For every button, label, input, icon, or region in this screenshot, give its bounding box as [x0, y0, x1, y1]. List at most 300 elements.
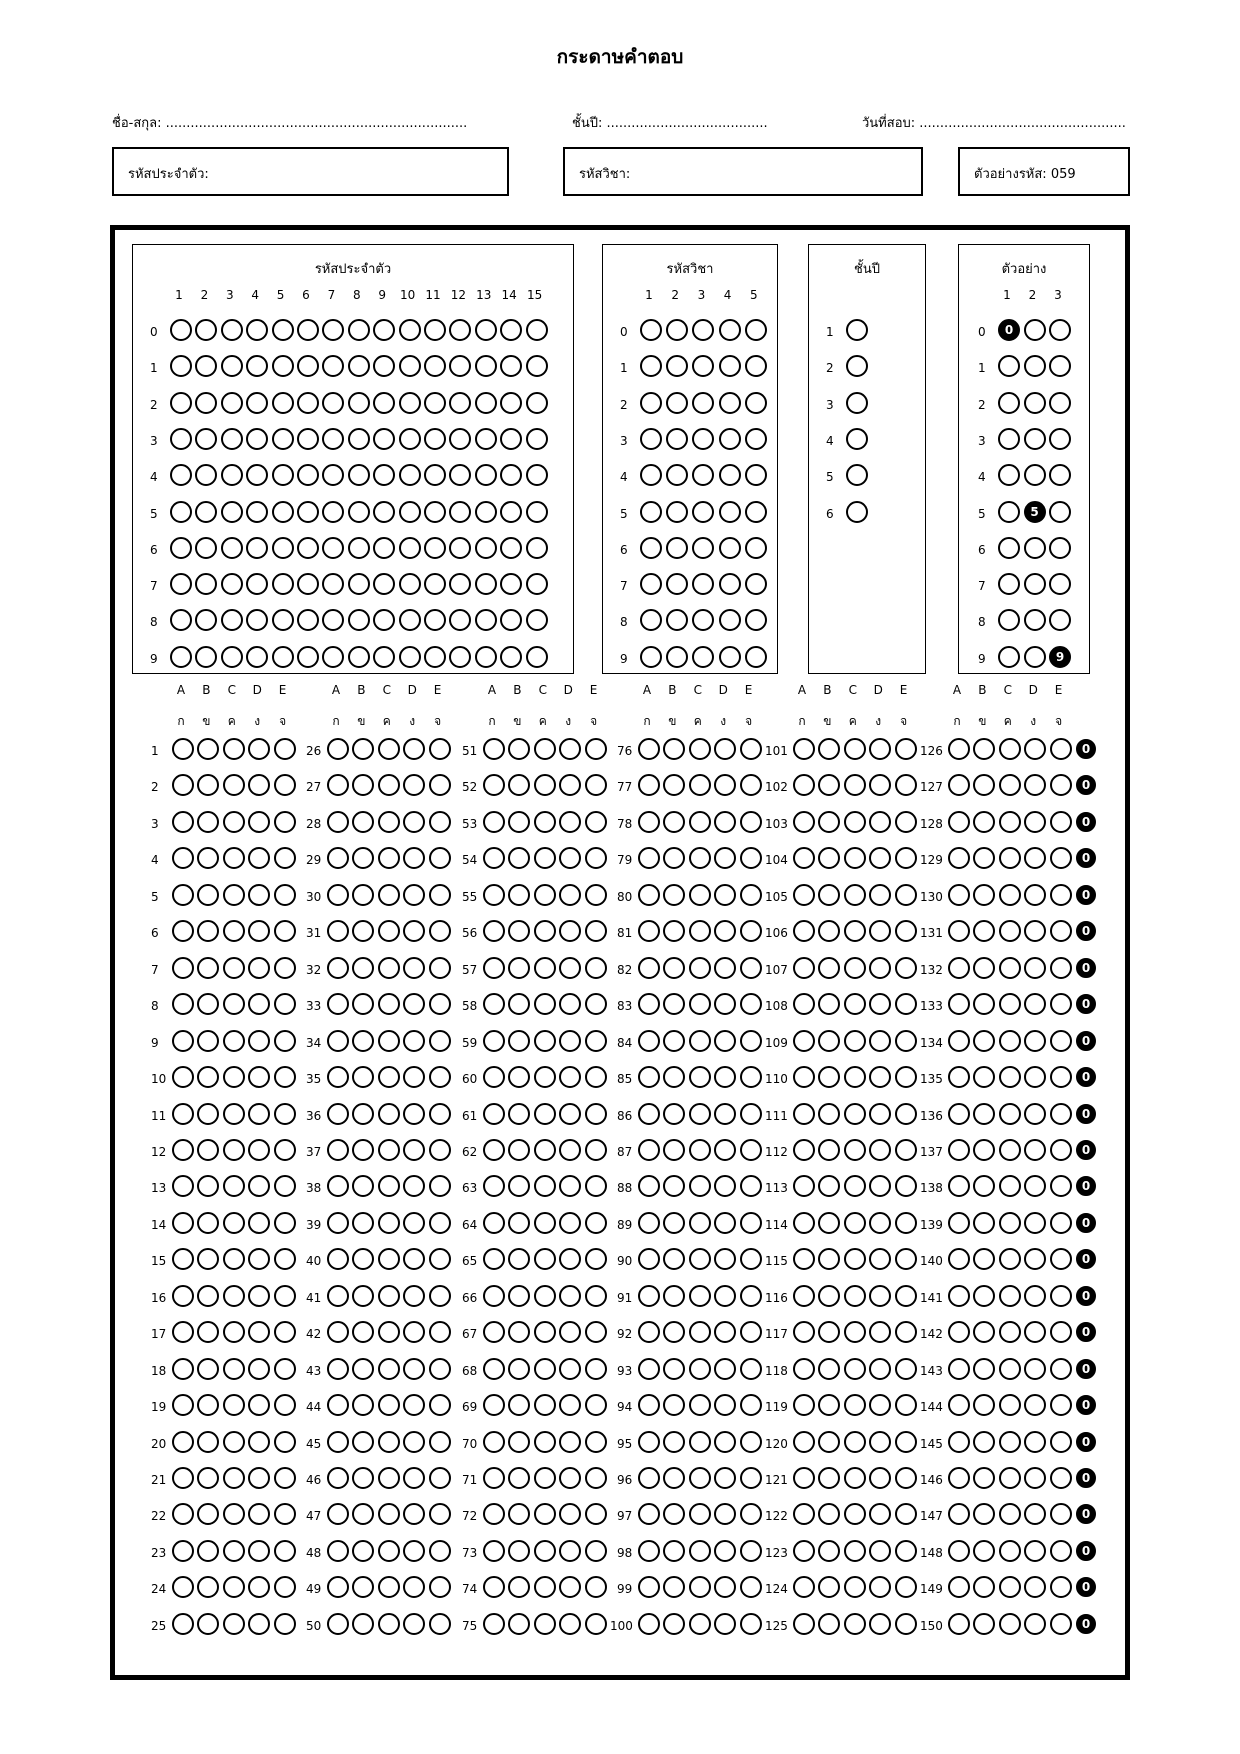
sample-bubble[interactable]	[1024, 573, 1046, 595]
answer-bubble[interactable]	[534, 957, 556, 979]
answer-bubble[interactable]	[585, 957, 607, 979]
answer-bubble[interactable]	[172, 1030, 194, 1052]
answer-bubble[interactable]	[740, 1285, 762, 1307]
answer-bubble[interactable]	[403, 1285, 425, 1307]
answer-bubble[interactable]	[740, 1139, 762, 1161]
answer-bubble[interactable]	[559, 1285, 581, 1307]
student-id-bubble[interactable]	[373, 537, 395, 559]
answer-bubble[interactable]	[534, 1613, 556, 1635]
answer-bubble[interactable]	[1050, 1103, 1072, 1125]
student-id-bubble[interactable]	[399, 501, 421, 523]
answer-bubble[interactable]	[403, 1212, 425, 1234]
course-code-bubble[interactable]	[719, 464, 741, 486]
answer-bubble[interactable]	[999, 1030, 1021, 1052]
answer-bubble[interactable]	[844, 957, 866, 979]
answer-bubble[interactable]	[689, 1358, 711, 1380]
course-code-bubble[interactable]	[692, 392, 714, 414]
course-code-bubble[interactable]	[692, 501, 714, 523]
answer-bubble[interactable]	[274, 1248, 296, 1270]
student-id-bubble[interactable]	[221, 464, 243, 486]
answer-bubble[interactable]	[1050, 847, 1072, 869]
answer-bubble[interactable]	[689, 738, 711, 760]
course-code-bubble[interactable]	[719, 355, 741, 377]
answer-bubble[interactable]	[844, 1285, 866, 1307]
answer-bubble[interactable]	[895, 957, 917, 979]
answer-bubble[interactable]	[274, 1212, 296, 1234]
answer-bubble[interactable]	[534, 1321, 556, 1343]
student-id-bubble[interactable]	[297, 428, 319, 450]
answer-bubble[interactable]	[483, 1540, 505, 1562]
student-id-bubble[interactable]	[475, 646, 497, 668]
student-id-bubble[interactable]	[424, 573, 446, 595]
answer-bubble[interactable]	[740, 884, 762, 906]
answer-bubble[interactable]	[663, 1285, 685, 1307]
answer-bubble[interactable]	[327, 811, 349, 833]
student-id-bubble[interactable]	[221, 537, 243, 559]
answer-bubble[interactable]	[689, 1066, 711, 1088]
answer-bubble[interactable]	[274, 1175, 296, 1197]
student-id-bubble[interactable]	[475, 573, 497, 595]
answer-bubble[interactable]	[948, 1212, 970, 1234]
answer-bubble[interactable]	[378, 1066, 400, 1088]
answer-bubble[interactable]	[844, 1212, 866, 1234]
student-id-bubble[interactable]	[399, 428, 421, 450]
answer-bubble[interactable]	[248, 1103, 270, 1125]
answer-bubble[interactable]	[172, 1467, 194, 1489]
answer-bubble[interactable]	[274, 811, 296, 833]
answer-bubble[interactable]	[352, 1431, 374, 1453]
answer-bubble[interactable]	[895, 1030, 917, 1052]
answer-bubble[interactable]	[483, 1467, 505, 1489]
answer-bubble[interactable]	[844, 1066, 866, 1088]
answer-bubble[interactable]	[793, 1358, 815, 1380]
student-id-bubble[interactable]	[297, 573, 319, 595]
sample-bubble[interactable]	[998, 646, 1020, 668]
student-id-bubble[interactable]	[526, 428, 548, 450]
grade-bubble[interactable]	[846, 392, 868, 414]
answer-bubble[interactable]	[844, 738, 866, 760]
student-id-bubble[interactable]	[221, 392, 243, 414]
answer-bubble[interactable]	[895, 1467, 917, 1489]
answer-bubble[interactable]	[223, 1540, 245, 1562]
answer-bubble[interactable]	[274, 1394, 296, 1416]
answer-bubble[interactable]	[223, 1613, 245, 1635]
answer-bubble[interactable]	[869, 1212, 891, 1234]
course-code-bubble[interactable]	[640, 428, 662, 450]
answer-bubble[interactable]	[585, 1613, 607, 1635]
answer-bubble[interactable]	[508, 1431, 530, 1453]
answer-bubble[interactable]	[973, 1030, 995, 1052]
answer-bubble[interactable]	[714, 1212, 736, 1234]
answer-bubble[interactable]	[378, 1358, 400, 1380]
answer-bubble[interactable]	[895, 1248, 917, 1270]
answer-bubble[interactable]	[559, 1540, 581, 1562]
sample-bubble[interactable]	[998, 428, 1020, 450]
course-code-bubble[interactable]	[719, 573, 741, 595]
answer-bubble[interactable]	[508, 1358, 530, 1380]
answer-bubble[interactable]	[663, 1030, 685, 1052]
course-code-bubble[interactable]	[640, 646, 662, 668]
answer-bubble[interactable]	[689, 1431, 711, 1453]
answer-bubble[interactable]	[973, 1358, 995, 1380]
student-id-bubble[interactable]	[475, 319, 497, 341]
answer-bubble[interactable]	[999, 1248, 1021, 1270]
answer-bubble[interactable]	[793, 957, 815, 979]
answer-bubble[interactable]	[1050, 1358, 1072, 1380]
answer-bubble[interactable]	[585, 1030, 607, 1052]
answer-bubble[interactable]	[844, 1467, 866, 1489]
answer-bubble[interactable]	[1024, 1431, 1046, 1453]
sample-bubble[interactable]	[1024, 428, 1046, 450]
answer-bubble[interactable]	[223, 1248, 245, 1270]
answer-bubble[interactable]	[274, 1103, 296, 1125]
answer-bubble[interactable]	[638, 811, 660, 833]
answer-bubble[interactable]	[559, 884, 581, 906]
answer-bubble[interactable]	[429, 1030, 451, 1052]
answer-bubble[interactable]	[585, 1431, 607, 1453]
answer-bubble[interactable]	[1024, 1540, 1046, 1562]
answer-bubble[interactable]	[274, 1431, 296, 1453]
student-id-bubble[interactable]	[348, 428, 370, 450]
student-id-bubble[interactable]	[399, 573, 421, 595]
answer-bubble[interactable]	[197, 957, 219, 979]
answer-bubble[interactable]	[689, 811, 711, 833]
answer-bubble[interactable]	[534, 1212, 556, 1234]
answer-bubble[interactable]	[327, 1212, 349, 1234]
answer-bubble[interactable]	[248, 1285, 270, 1307]
answer-bubble[interactable]	[559, 1030, 581, 1052]
answer-bubble[interactable]	[689, 957, 711, 979]
course-code-box[interactable]	[563, 147, 923, 196]
answer-bubble[interactable]	[223, 1030, 245, 1052]
sample-bubble[interactable]	[1024, 609, 1046, 631]
answer-bubble[interactable]	[559, 1103, 581, 1125]
answer-bubble[interactable]	[1050, 1503, 1072, 1525]
answer-bubble[interactable]	[1024, 1030, 1046, 1052]
student-id-bubble[interactable]	[272, 428, 294, 450]
answer-bubble[interactable]	[508, 1285, 530, 1307]
answer-bubble[interactable]	[689, 1212, 711, 1234]
answer-bubble[interactable]	[429, 1212, 451, 1234]
answer-bubble[interactable]	[327, 1285, 349, 1307]
course-code-bubble[interactable]	[719, 501, 741, 523]
answer-bubble[interactable]	[327, 1540, 349, 1562]
answer-bubble[interactable]	[559, 1212, 581, 1234]
answer-bubble[interactable]	[534, 811, 556, 833]
course-code-bubble[interactable]	[745, 501, 767, 523]
answer-bubble[interactable]	[585, 1103, 607, 1125]
answer-bubble[interactable]	[638, 1394, 660, 1416]
answer-bubble[interactable]	[638, 1103, 660, 1125]
answer-bubble[interactable]	[895, 738, 917, 760]
answer-bubble[interactable]	[585, 738, 607, 760]
answer-bubble[interactable]	[793, 1394, 815, 1416]
answer-bubble[interactable]	[689, 1248, 711, 1270]
student-id-bubble[interactable]	[348, 537, 370, 559]
answer-bubble[interactable]	[689, 1613, 711, 1635]
student-id-bubble[interactable]	[373, 428, 395, 450]
answer-bubble[interactable]	[895, 1503, 917, 1525]
answer-bubble[interactable]	[638, 738, 660, 760]
answer-bubble[interactable]	[844, 1139, 866, 1161]
student-id-bubble[interactable]	[475, 537, 497, 559]
answer-bubble[interactable]	[327, 1030, 349, 1052]
answer-bubble[interactable]	[429, 774, 451, 796]
answer-bubble[interactable]	[429, 1576, 451, 1598]
answer-bubble[interactable]	[429, 1503, 451, 1525]
answer-bubble[interactable]	[714, 1030, 736, 1052]
answer-bubble[interactable]	[378, 1103, 400, 1125]
answer-bubble[interactable]	[403, 884, 425, 906]
course-code-bubble[interactable]	[745, 428, 767, 450]
answer-bubble[interactable]	[403, 1139, 425, 1161]
answer-bubble[interactable]	[559, 1431, 581, 1453]
answer-bubble[interactable]	[378, 1030, 400, 1052]
answer-bubble[interactable]	[1050, 1285, 1072, 1307]
answer-bubble[interactable]	[999, 1394, 1021, 1416]
answer-bubble[interactable]	[585, 1175, 607, 1197]
student-id-bubble[interactable]	[475, 428, 497, 450]
course-code-bubble[interactable]	[745, 573, 767, 595]
answer-bubble[interactable]	[740, 993, 762, 1015]
answer-bubble[interactable]	[585, 1285, 607, 1307]
answer-bubble[interactable]	[1050, 1540, 1072, 1562]
answer-bubble[interactable]	[844, 1431, 866, 1453]
answer-bubble[interactable]	[327, 884, 349, 906]
answer-bubble[interactable]	[973, 1285, 995, 1307]
answer-bubble[interactable]	[714, 811, 736, 833]
student-id-bubble[interactable]	[348, 392, 370, 414]
answer-bubble[interactable]	[534, 1139, 556, 1161]
answer-bubble[interactable]	[1024, 1139, 1046, 1161]
answer-bubble[interactable]	[327, 1103, 349, 1125]
answer-bubble[interactable]	[172, 1358, 194, 1380]
answer-bubble[interactable]	[223, 920, 245, 942]
answer-bubble[interactable]	[429, 1066, 451, 1088]
answer-bubble[interactable]	[1024, 1285, 1046, 1307]
answer-bubble[interactable]	[999, 1066, 1021, 1088]
answer-bubble[interactable]	[714, 1613, 736, 1635]
sample-bubble[interactable]	[1024, 537, 1046, 559]
answer-bubble[interactable]	[793, 1613, 815, 1635]
answer-bubble[interactable]	[793, 1467, 815, 1489]
answer-bubble[interactable]	[429, 1613, 451, 1635]
student-id-bubble[interactable]	[399, 319, 421, 341]
answer-bubble[interactable]	[274, 1285, 296, 1307]
answer-bubble[interactable]	[585, 884, 607, 906]
answer-bubble[interactable]	[248, 1358, 270, 1380]
answer-bubble[interactable]	[378, 1321, 400, 1343]
answer-bubble[interactable]	[197, 1358, 219, 1380]
answer-bubble[interactable]	[1050, 1613, 1072, 1635]
answer-bubble[interactable]	[689, 1285, 711, 1307]
answer-bubble[interactable]	[274, 1467, 296, 1489]
answer-bubble[interactable]	[948, 993, 970, 1015]
answer-bubble[interactable]	[869, 1431, 891, 1453]
sample-bubble[interactable]	[1049, 573, 1071, 595]
answer-bubble[interactable]	[793, 993, 815, 1015]
course-code-bubble[interactable]	[719, 392, 741, 414]
answer-bubble[interactable]	[895, 1139, 917, 1161]
answer-bubble[interactable]	[895, 1175, 917, 1197]
answer-bubble[interactable]	[559, 811, 581, 833]
answer-bubble[interactable]	[869, 957, 891, 979]
student-id-bubble[interactable]	[399, 355, 421, 377]
answer-bubble[interactable]	[638, 1467, 660, 1489]
answer-bubble[interactable]	[378, 1212, 400, 1234]
answer-bubble[interactable]	[714, 957, 736, 979]
answer-bubble[interactable]	[689, 920, 711, 942]
student-id-bubble[interactable]	[526, 319, 548, 341]
answer-bubble[interactable]	[534, 1394, 556, 1416]
answer-bubble[interactable]	[585, 1540, 607, 1562]
course-code-bubble[interactable]	[719, 537, 741, 559]
answer-bubble[interactable]	[248, 1212, 270, 1234]
answer-bubble[interactable]	[973, 957, 995, 979]
answer-bubble[interactable]	[274, 1030, 296, 1052]
student-id-bubble[interactable]	[272, 609, 294, 631]
answer-bubble[interactable]	[638, 1212, 660, 1234]
student-id-bubble[interactable]	[348, 501, 370, 523]
course-code-bubble[interactable]	[745, 319, 767, 341]
answer-bubble[interactable]	[585, 1139, 607, 1161]
student-id-bubble[interactable]	[500, 646, 522, 668]
course-code-bubble[interactable]	[640, 319, 662, 341]
answer-bubble[interactable]	[534, 1103, 556, 1125]
answer-bubble[interactable]	[223, 738, 245, 760]
answer-bubble[interactable]	[352, 957, 374, 979]
student-id-bubble[interactable]	[399, 464, 421, 486]
answer-bubble[interactable]	[844, 884, 866, 906]
answer-bubble[interactable]	[1050, 1175, 1072, 1197]
student-id-bubble[interactable]	[221, 355, 243, 377]
answer-bubble[interactable]	[740, 1431, 762, 1453]
answer-bubble[interactable]	[274, 993, 296, 1015]
answer-bubble[interactable]	[483, 993, 505, 1015]
answer-bubble[interactable]	[223, 847, 245, 869]
answer-bubble[interactable]	[429, 1139, 451, 1161]
sample-bubble[interactable]	[1024, 355, 1046, 377]
student-id-bubble[interactable]	[348, 355, 370, 377]
answer-bubble[interactable]	[352, 1103, 374, 1125]
answer-bubble[interactable]	[948, 884, 970, 906]
answer-bubble[interactable]	[274, 1503, 296, 1525]
answer-bubble[interactable]	[534, 920, 556, 942]
answer-bubble[interactable]	[223, 811, 245, 833]
answer-bubble[interactable]	[223, 957, 245, 979]
answer-bubble[interactable]	[585, 774, 607, 796]
answer-bubble[interactable]	[1050, 811, 1072, 833]
answer-bubble[interactable]	[248, 1139, 270, 1161]
student-id-bubble[interactable]	[399, 609, 421, 631]
course-code-bubble[interactable]	[719, 646, 741, 668]
answer-bubble[interactable]	[663, 957, 685, 979]
answer-bubble[interactable]	[223, 1431, 245, 1453]
answer-bubble[interactable]	[999, 1431, 1021, 1453]
answer-bubble[interactable]	[352, 1285, 374, 1307]
course-code-bubble[interactable]	[719, 319, 741, 341]
answer-bubble[interactable]	[689, 1576, 711, 1598]
sample-bubble[interactable]	[1049, 428, 1071, 450]
answer-bubble[interactable]	[534, 1030, 556, 1052]
answer-bubble[interactable]	[973, 1431, 995, 1453]
answer-bubble[interactable]	[793, 738, 815, 760]
student-id-bubble[interactable]	[449, 646, 471, 668]
answer-bubble[interactable]	[1050, 1467, 1072, 1489]
answer-bubble[interactable]	[274, 1066, 296, 1088]
student-id-bubble[interactable]	[475, 392, 497, 414]
answer-bubble[interactable]	[534, 847, 556, 869]
answer-bubble[interactable]	[793, 1285, 815, 1307]
answer-bubble[interactable]	[352, 1030, 374, 1052]
answer-bubble[interactable]	[274, 774, 296, 796]
student-id-bubble[interactable]	[170, 573, 192, 595]
answer-bubble[interactable]	[740, 1066, 762, 1088]
answer-bubble[interactable]	[585, 811, 607, 833]
answer-bubble[interactable]	[223, 1576, 245, 1598]
answer-bubble[interactable]	[689, 1394, 711, 1416]
student-id-bubble[interactable]	[170, 537, 192, 559]
answer-bubble[interactable]	[172, 1613, 194, 1635]
answer-bubble[interactable]	[378, 1139, 400, 1161]
answer-bubble[interactable]	[248, 1431, 270, 1453]
answer-bubble[interactable]	[585, 1358, 607, 1380]
answer-bubble[interactable]	[1050, 1431, 1072, 1453]
answer-bubble[interactable]	[740, 1576, 762, 1598]
answer-bubble[interactable]	[714, 1431, 736, 1453]
answer-bubble[interactable]	[1050, 1212, 1072, 1234]
student-id-bubble[interactable]	[297, 646, 319, 668]
course-code-bubble[interactable]	[666, 646, 688, 668]
sample-bubble[interactable]	[1049, 501, 1071, 523]
student-id-bubble[interactable]	[500, 428, 522, 450]
answer-bubble[interactable]	[172, 1394, 194, 1416]
student-id-bubble[interactable]	[373, 646, 395, 668]
grade-bubble[interactable]	[846, 428, 868, 450]
answer-bubble[interactable]	[740, 957, 762, 979]
student-id-bubble[interactable]	[424, 428, 446, 450]
answer-bubble[interactable]	[895, 1103, 917, 1125]
student-id-bubble[interactable]	[475, 501, 497, 523]
answer-bubble[interactable]	[534, 1576, 556, 1598]
answer-bubble[interactable]	[663, 1358, 685, 1380]
student-id-bubble[interactable]	[424, 319, 446, 341]
student-id-bubble[interactable]	[322, 646, 344, 668]
answer-bubble[interactable]	[869, 1103, 891, 1125]
answer-bubble[interactable]	[378, 993, 400, 1015]
answer-bubble[interactable]	[378, 884, 400, 906]
answer-bubble[interactable]	[403, 1613, 425, 1635]
answer-bubble[interactable]	[689, 1139, 711, 1161]
answer-bubble[interactable]	[483, 884, 505, 906]
student-id-bubble[interactable]	[221, 428, 243, 450]
answer-bubble[interactable]	[197, 1030, 219, 1052]
answer-bubble[interactable]	[869, 811, 891, 833]
answer-bubble[interactable]	[429, 1248, 451, 1270]
student-id-bubble[interactable]	[297, 392, 319, 414]
student-id-bubble[interactable]	[272, 646, 294, 668]
sample-bubble[interactable]	[998, 392, 1020, 414]
answer-bubble[interactable]	[999, 1212, 1021, 1234]
answer-bubble[interactable]	[534, 1285, 556, 1307]
answer-bubble[interactable]	[429, 811, 451, 833]
answer-bubble[interactable]	[585, 1394, 607, 1416]
answer-bubble[interactable]	[895, 993, 917, 1015]
answer-bubble[interactable]	[197, 1431, 219, 1453]
student-id-bubble[interactable]	[526, 537, 548, 559]
student-id-bubble[interactable]	[526, 392, 548, 414]
answer-bubble[interactable]	[223, 1139, 245, 1161]
